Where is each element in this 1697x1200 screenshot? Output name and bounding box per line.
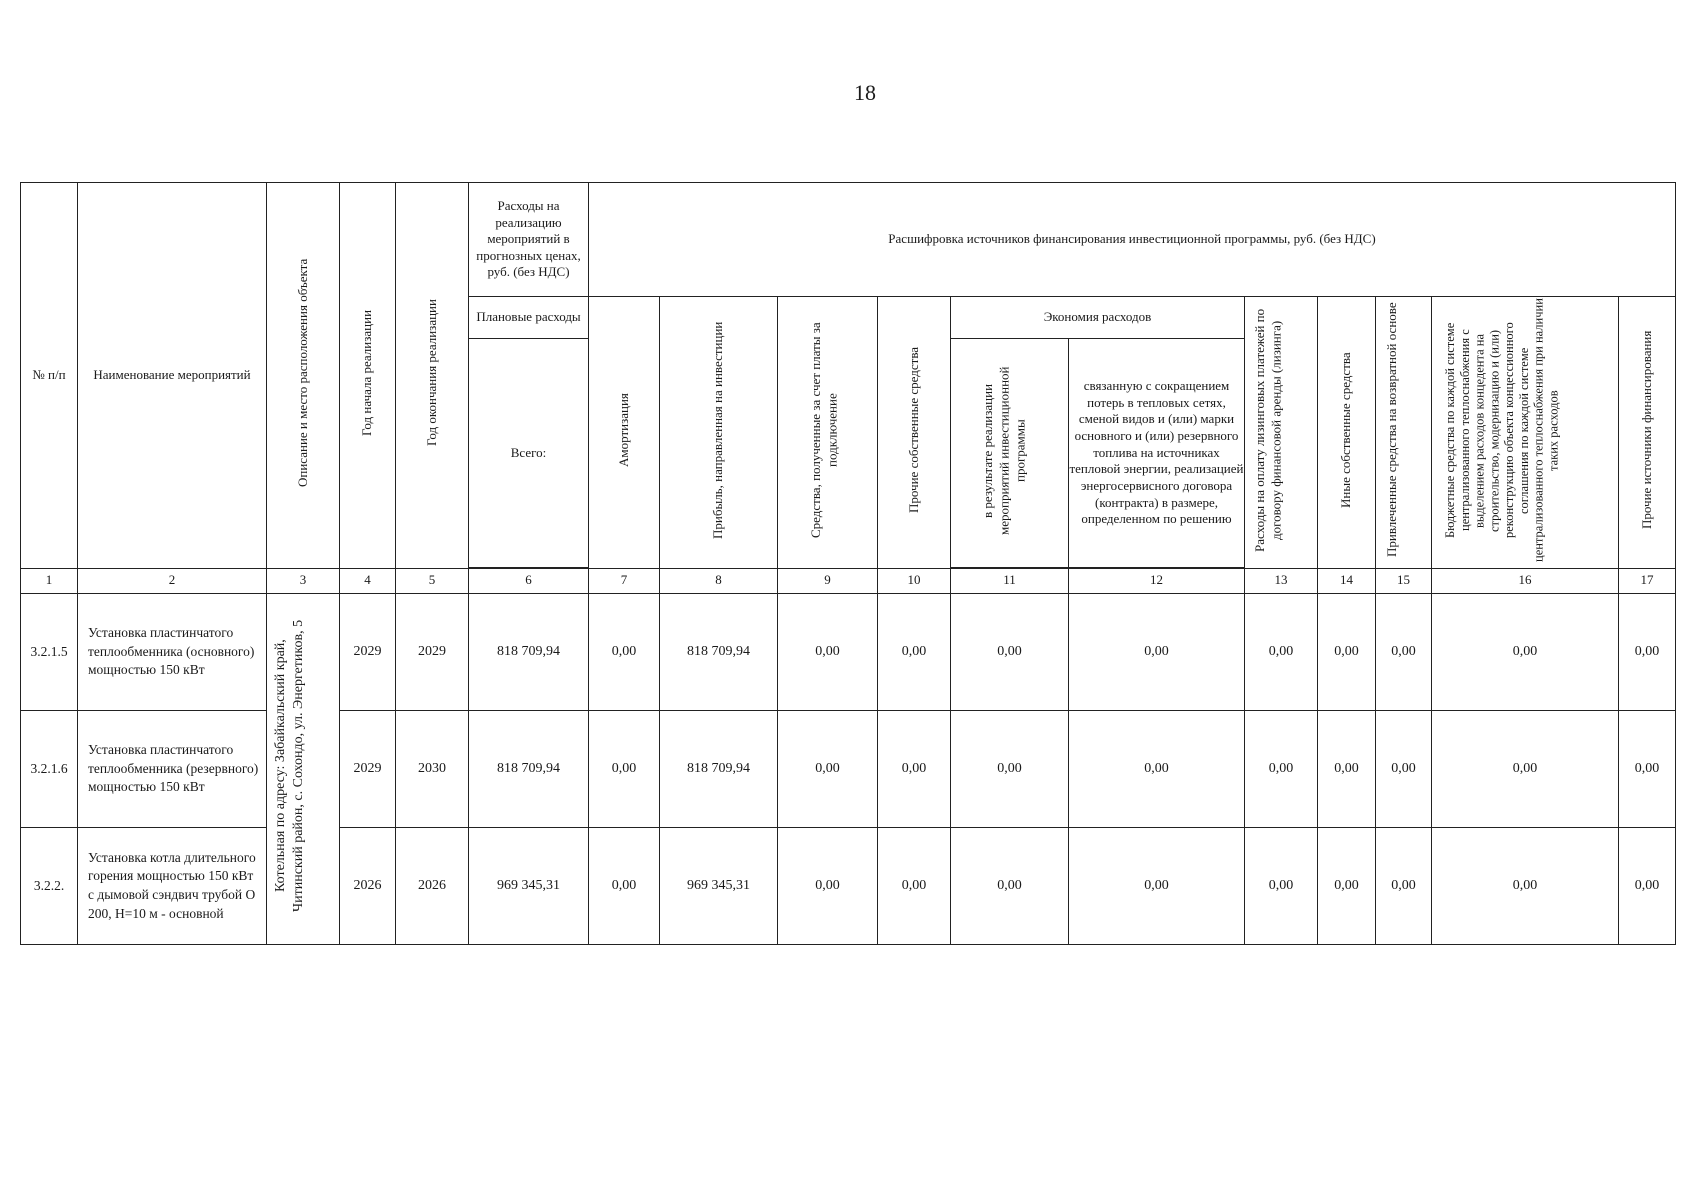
header-costs: Расходы на реализацию мероприятий в прогнозных ценах, руб. (без НДС) <box>469 183 589 297</box>
header-budget: Бюджетные средства по каждой системе централизованного теплоснабжения с выделением расходов концедента на строительство, модернизацию и (или) реконструкцию объекта концессионного соглашения по каждой системе централизованного теплоснабжения при наличии таких расходов <box>1432 297 1619 569</box>
col-num: 16 <box>1432 568 1619 593</box>
row-other-own: 0,00 <box>878 827 951 944</box>
investment-program-table <box>20 182 1676 945</box>
header-economy-result: в результате реализации мероприятий инвестиционной программы <box>951 339 1069 568</box>
col-num: 6 <box>469 568 589 593</box>
col-num: 3 <box>267 568 340 593</box>
col-num: 15 <box>1376 568 1432 593</box>
row-total: 818 709,94 <box>469 710 589 827</box>
row-amortization: 0,00 <box>589 710 660 827</box>
col-num: 12 <box>1069 568 1245 593</box>
row-economy-result: 0,00 <box>951 827 1069 944</box>
header-year-start: Год начала реализации <box>340 183 396 569</box>
row-budget: 0,00 <box>1432 593 1619 710</box>
col-num: 10 <box>878 568 951 593</box>
col-num: 2 <box>78 568 267 593</box>
row-amortization: 0,00 <box>589 593 660 710</box>
row-id: 3.2.1.5 <box>21 593 78 710</box>
row-attracted: 0,00 <box>1376 593 1432 710</box>
row-economy-related: 0,00 <box>1069 710 1245 827</box>
row-connection: 0,00 <box>778 593 878 710</box>
row-other-sources: 0,00 <box>1619 710 1676 827</box>
row-profit: 969 345,31 <box>660 827 778 944</box>
row-economy-related: 0,00 <box>1069 593 1245 710</box>
row-budget: 0,00 <box>1432 827 1619 944</box>
row-budget: 0,00 <box>1432 710 1619 827</box>
object-address: Котельная по адресу: Забайкальский край, Читинский район, с. Сохондо, ул. Энергетиков, 5 <box>267 593 340 944</box>
col-num: 9 <box>778 568 878 593</box>
header-economy-related: связанную с сокращением потерь в тепловых сетях, сменой видов и (или) марки основного и (или) резервного топлива на источниках тепловой энергии, реализацией энергосервисного договора (контракта) в размере, определенном по решению <box>1069 339 1245 568</box>
row-profit: 818 709,94 <box>660 710 778 827</box>
row-year-start: 2029 <box>340 593 396 710</box>
row-name: Установка котла длительного горения мощностью 150 кВт с дымовой сэндвич трубой О 200, Н=10 м - основной <box>78 827 267 944</box>
row-other-sources: 0,00 <box>1619 827 1676 944</box>
row-leasing: 0,00 <box>1245 593 1318 710</box>
col-num: 1 <box>21 568 78 593</box>
header-attracted: Привлеченные средства на возвратной основе <box>1376 297 1432 569</box>
column-numbers-row <box>21 568 1676 593</box>
header-other-own: Прочие собственные средства <box>878 297 951 569</box>
row-total: 818 709,94 <box>469 593 589 710</box>
header-leasing: Расходы на оплату лизинговых платежей по договору финансовой аренды (лизинга) <box>1245 297 1318 569</box>
header-description: Описание и место расположения объекта <box>267 183 340 569</box>
row-economy-result: 0,00 <box>951 710 1069 827</box>
col-num: 13 <box>1245 568 1318 593</box>
row-year-end: 2030 <box>396 710 469 827</box>
row-other-own: 0,00 <box>878 593 951 710</box>
row-profit: 818 709,94 <box>660 593 778 710</box>
table-row <box>21 593 1676 710</box>
row-economy-related: 0,00 <box>1069 827 1245 944</box>
header-economy: Экономия расходов <box>951 297 1245 339</box>
row-other-own2: 0,00 <box>1318 710 1376 827</box>
header-num: № п/п <box>21 183 78 569</box>
header-sources-title: Расшифровка источников финансирования инвестиционной программы, руб. (без НДС) <box>589 183 1676 297</box>
row-leasing: 0,00 <box>1245 827 1318 944</box>
header-amortization: Амортизация <box>589 297 660 569</box>
row-other-own2: 0,00 <box>1318 827 1376 944</box>
header-year-end: Год окончания реализации <box>396 183 469 569</box>
header-other-own2: Иные собственные средства <box>1318 297 1376 569</box>
header-profit: Прибыль, направленная на инвестиции <box>660 297 778 569</box>
row-name: Установка пластинчатого теплообменника (основного) мощностью 150 кВт <box>78 593 267 710</box>
col-num: 5 <box>396 568 469 593</box>
row-amortization: 0,00 <box>589 827 660 944</box>
row-other-sources: 0,00 <box>1619 593 1676 710</box>
row-connection: 0,00 <box>778 710 878 827</box>
row-year-start: 2029 <box>340 710 396 827</box>
header-total: Всего: <box>469 339 589 568</box>
col-num: 11 <box>951 568 1069 593</box>
row-economy-result: 0,00 <box>951 593 1069 710</box>
page-number: 18 <box>854 80 876 105</box>
header-name: Наименование мероприятий <box>78 183 267 569</box>
col-num: 8 <box>660 568 778 593</box>
row-other-own: 0,00 <box>878 710 951 827</box>
row-name: Установка пластинчатого теплообменника (резервного) мощностью 150 кВт <box>78 710 267 827</box>
col-num: 17 <box>1619 568 1676 593</box>
col-num: 7 <box>589 568 660 593</box>
col-num: 14 <box>1318 568 1376 593</box>
row-year-end: 2026 <box>396 827 469 944</box>
row-attracted: 0,00 <box>1376 710 1432 827</box>
header-connection: Средства, полученные за счет платы за подключение <box>778 297 878 569</box>
row-connection: 0,00 <box>778 827 878 944</box>
col-num: 4 <box>340 568 396 593</box>
row-leasing: 0,00 <box>1245 710 1318 827</box>
row-id: 3.2.1.6 <box>21 710 78 827</box>
row-attracted: 0,00 <box>1376 827 1432 944</box>
row-year-end: 2029 <box>396 593 469 710</box>
row-total: 969 345,31 <box>469 827 589 944</box>
row-year-start: 2026 <box>340 827 396 944</box>
header-planned: Плановые расходы <box>469 297 589 339</box>
row-id: 3.2.2. <box>21 827 78 944</box>
row-other-own2: 0,00 <box>1318 593 1376 710</box>
header-other-sources: Прочие источники финансирования <box>1619 297 1676 569</box>
